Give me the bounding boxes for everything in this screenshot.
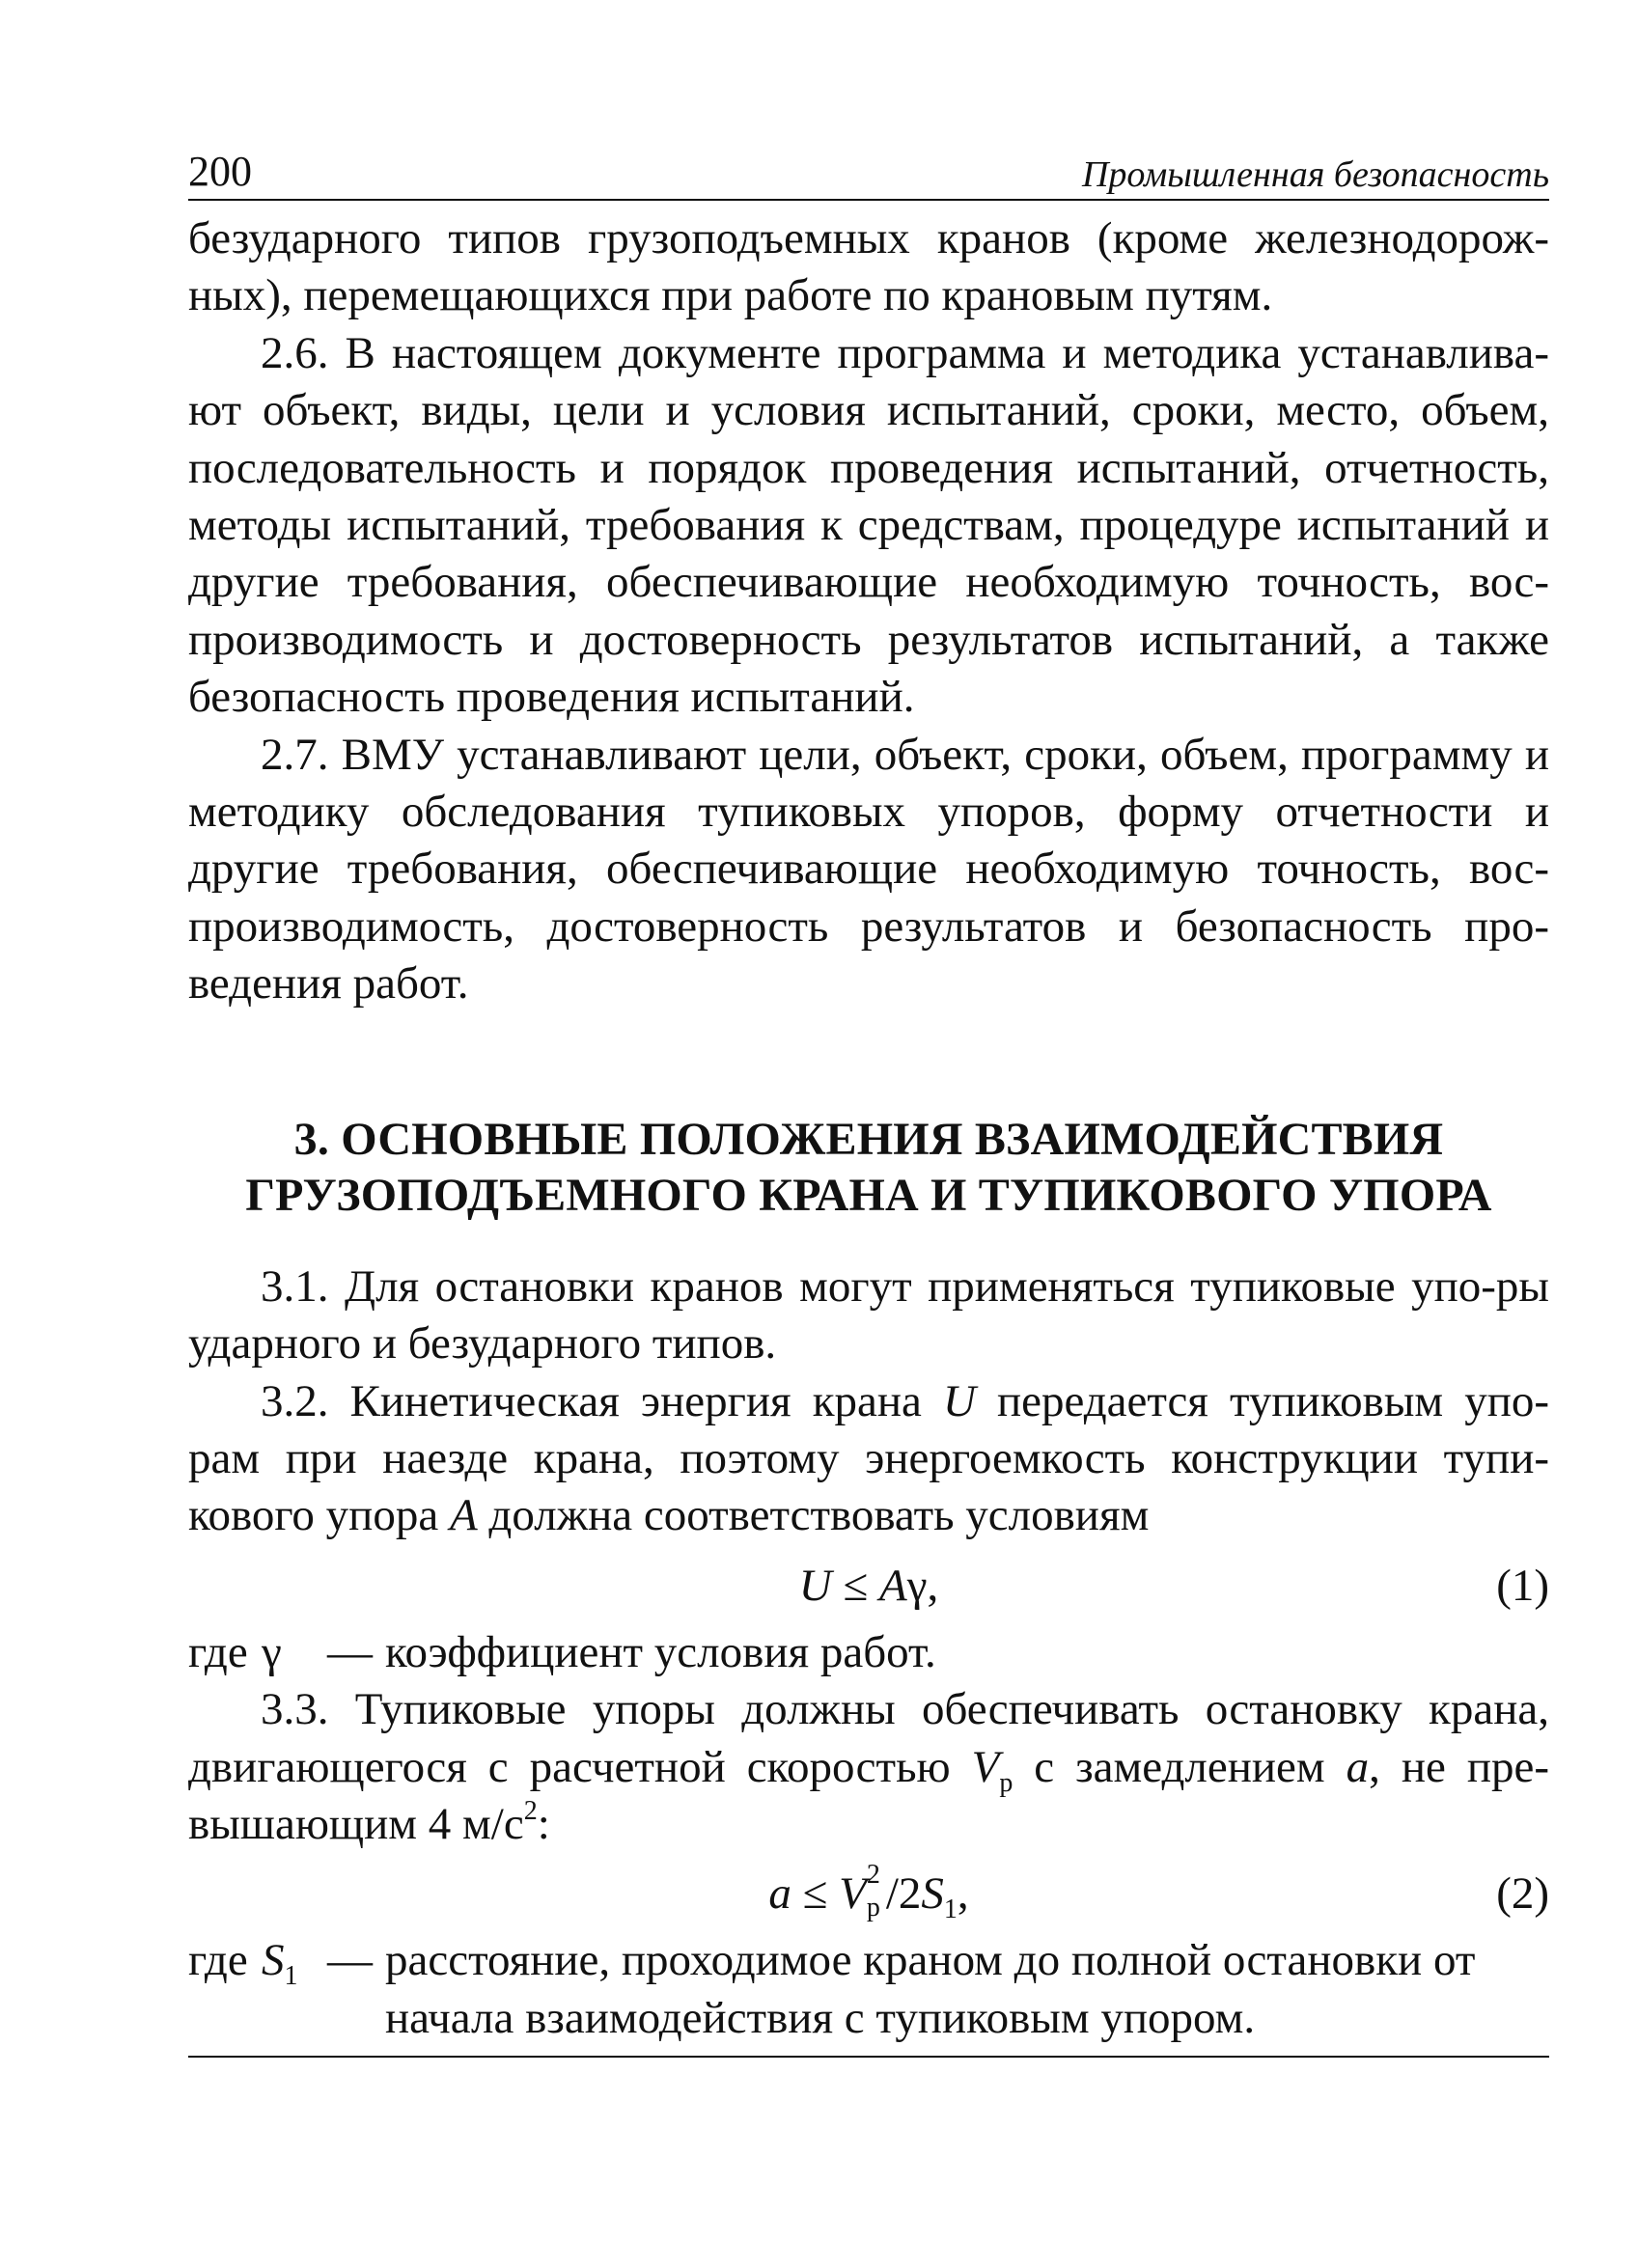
paragraph-3-1: 3.1. Для остановки кранов могут применяться тупиковые упо-ры ударного и безударного типов.	[188, 1260, 1549, 1369]
where-1-text: коэффициент условия работ.	[385, 1626, 936, 1677]
footer-rule	[188, 2056, 1549, 2058]
p33-sup: 2	[523, 1795, 538, 1826]
where-2-dash: —	[327, 1935, 373, 1986]
symbol-V: V	[971, 1741, 1000, 1792]
symbol-A: A	[449, 1490, 478, 1541]
formula-1	[188, 1555, 1549, 1617]
symbol-V-sub: р	[999, 1767, 1013, 1798]
where-2-text: расстояние, проходимое краном до полной остановки от начала взаимодействия с тупиковым упором.	[385, 1935, 1476, 2043]
p33-text-c: , не пре-вышающим 4 м/с	[188, 1741, 1549, 1849]
paragraph-2-6: 2.6. В настоящем документе программа и методика устанавлива-ют объект, виды, цели и условия испытаний, сроки, место, объем, последовательность и порядок проведения испытаний, отчетность, методы испытаний, требования к средствам, процедуре испытаний и другие требования, обеспечивающие необходимую точность, вос-производимость и достоверность результатов испытаний, а также безопасность проведения испытаний.	[188, 327, 1549, 723]
formula-1-comma: ,	[927, 1560, 939, 1611]
paragraph-3-2	[188, 1373, 1549, 1545]
p33-text-a: 3.3. Тупиковые упоры должны обеспечивать остановку крана, двигающегося с расчетной скоростью	[188, 1684, 1549, 1792]
running-title: Промышленная безопасность	[1081, 154, 1549, 195]
where-2-S: S	[262, 1935, 285, 1986]
p32-text-a: 3.2. Кинетическая энергия крана	[261, 1375, 943, 1426]
formula-1-A: A	[879, 1560, 907, 1611]
where-2	[188, 1932, 1549, 2047]
paragraph-2-7: 2.7. ВМУ устанавливают цели, объект, сроки, объем, программу и методику обследования тупиковых упоров, форму отчетности и другие требования, обеспечивающие необходимую точность, вос-производимость, достоверность результатов и безопасность про-ведения работ.	[188, 729, 1549, 1010]
running-head	[188, 145, 1549, 201]
p33-text-b: с замедлением	[1013, 1741, 1346, 1792]
formula-2-le: ≤	[791, 1868, 840, 1920]
formula-2-slash: /2	[885, 1868, 922, 1920]
p32-text-c: должна соответствовать условиям	[477, 1490, 1150, 1541]
symbol-a: a	[1346, 1741, 1370, 1792]
where-2-symbol	[262, 1932, 327, 2047]
page-number: 200	[188, 148, 252, 195]
formula-2-V-scripts	[866, 1860, 886, 1923]
formula-2-V-sub: р	[866, 1893, 880, 1923]
where-1-dash: —	[327, 1626, 373, 1677]
where-1-word: где	[188, 1626, 248, 1677]
symbol-U: U	[942, 1375, 976, 1426]
formula-2-V: V	[839, 1868, 867, 1920]
formula-1-number: (1)	[1496, 1560, 1549, 1611]
formula-1-U: U	[798, 1560, 832, 1611]
section-heading-line-2: ГРУЗОПОДЪЕМНОГО КРАНА И ТУПИКОВОГО УПОРА	[245, 1169, 1492, 1221]
formula-2	[188, 1860, 1549, 1925]
section-heading-line-1: 3. ОСНОВНЫЕ ПОЛОЖЕНИЯ ВЗАИМОДЕЙСТВИЯ	[293, 1113, 1444, 1165]
formula-2-expression	[188, 1860, 1549, 1925]
formula-2-comma: ,	[957, 1868, 969, 1920]
where-2-word: где	[188, 1935, 248, 1986]
formula-2-S-sub: 1	[943, 1895, 958, 1925]
paragraph-3-3	[188, 1681, 1549, 1853]
where-1	[188, 1624, 1549, 1681]
formula-2-a: a	[768, 1868, 791, 1920]
formula-1-le: ≤	[831, 1560, 879, 1611]
formula-2-V-sup: 2	[866, 1860, 880, 1891]
book-page	[188, 145, 1549, 2220]
where-1-symbol: γ	[262, 1626, 282, 1677]
p32-text-b: передается тупиковым упо-рам при наезде крана, поэтому энергоемкость конструкции тупи-кового упора	[188, 1375, 1549, 1541]
formula-2-S: S	[921, 1868, 944, 1920]
paragraph-continuation: безударного типов грузоподъемных кранов (кроме железнодорож-ных), перемещающихся при работе по крановым путям.	[188, 213, 1549, 321]
formula-1-gamma: γ	[906, 1560, 928, 1611]
p33-text-d: :	[537, 1798, 550, 1849]
where-2-S-sub: 1	[284, 1961, 298, 1992]
formula-1-expression	[188, 1555, 1549, 1617]
section-heading	[188, 1112, 1549, 1224]
formula-2-number: (2)	[1496, 1868, 1549, 1920]
